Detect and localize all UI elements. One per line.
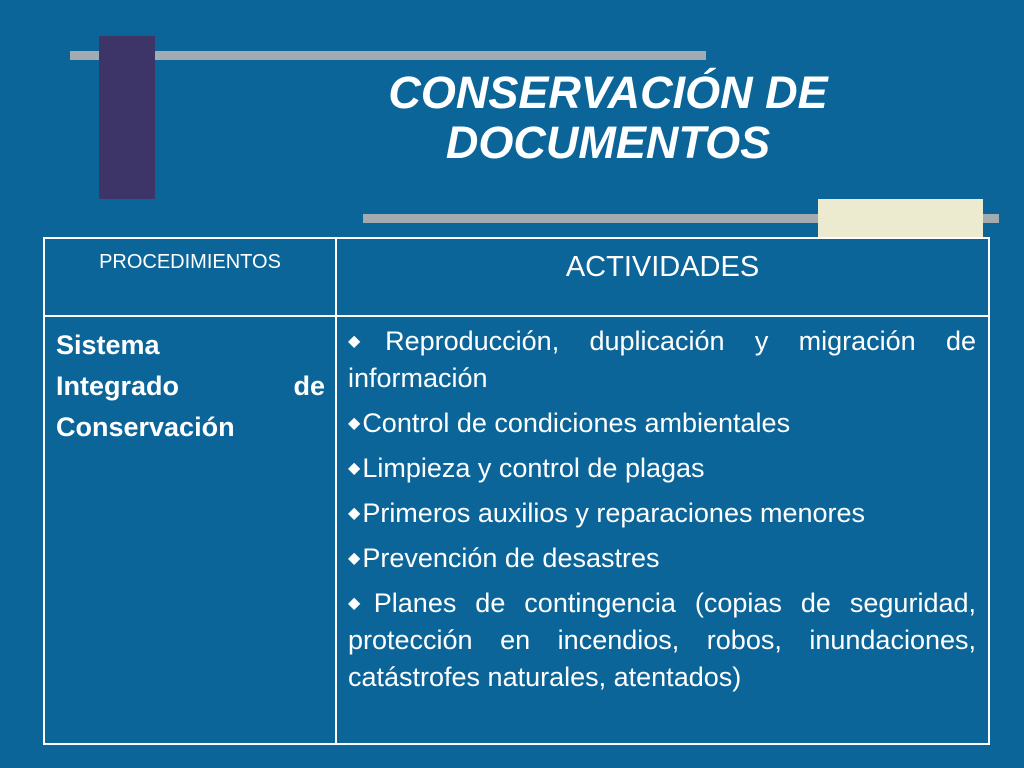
slide-title: CONSERVACIÓN DE DOCUMENTOS bbox=[388, 67, 828, 168]
activity-text: Planes de contingencia (copias de seguridad, protección en incendios, robos, inundaciones, catástrofes naturales, atentados) bbox=[348, 588, 976, 692]
activities-list bbox=[348, 323, 976, 696]
activity-item bbox=[348, 450, 976, 487]
decorative-purple-bar bbox=[99, 36, 155, 199]
activity-text: Reproducción, duplicación y migración de información bbox=[348, 326, 976, 393]
diamond-bullet-icon: ◆ bbox=[348, 550, 361, 567]
activity-text: Prevención de desastres bbox=[362, 543, 660, 573]
decorative-top-line bbox=[70, 51, 706, 60]
procedure-line-1: Sistema bbox=[56, 330, 160, 360]
procedure-word-de: de bbox=[293, 371, 325, 401]
activity-text: Limpieza y control de plagas bbox=[362, 453, 705, 483]
diamond-bullet-icon: ◆ bbox=[348, 460, 361, 477]
activity-text: Control de condiciones ambientales bbox=[362, 408, 791, 438]
procedure-cell bbox=[44, 316, 336, 744]
activity-item bbox=[348, 323, 976, 397]
table-row bbox=[44, 316, 989, 744]
procedures-table bbox=[43, 237, 990, 745]
procedure-line-3: Conservación bbox=[56, 412, 235, 442]
procedure-word-integrado: Integrado bbox=[56, 371, 180, 401]
diamond-bullet-icon: ◆ bbox=[348, 415, 361, 432]
activity-item bbox=[348, 405, 976, 442]
table-header-row bbox=[44, 238, 989, 316]
header-procedures: PROCEDIMIENTOS bbox=[44, 238, 336, 316]
activity-item bbox=[348, 495, 976, 532]
diamond-bullet-icon: ◆ bbox=[348, 333, 384, 350]
activity-text: Primeros auxilios y reparaciones menores bbox=[362, 498, 866, 528]
procedure-line-2 bbox=[56, 366, 325, 407]
activities-cell bbox=[336, 316, 989, 744]
header-activities: ACTIVIDADES bbox=[336, 238, 989, 316]
diamond-bullet-icon: ◆ bbox=[348, 505, 361, 522]
activity-item bbox=[348, 585, 976, 696]
activity-item bbox=[348, 540, 976, 577]
diamond-bullet-icon: ◆ bbox=[348, 595, 372, 612]
decorative-cream-block bbox=[818, 199, 983, 238]
